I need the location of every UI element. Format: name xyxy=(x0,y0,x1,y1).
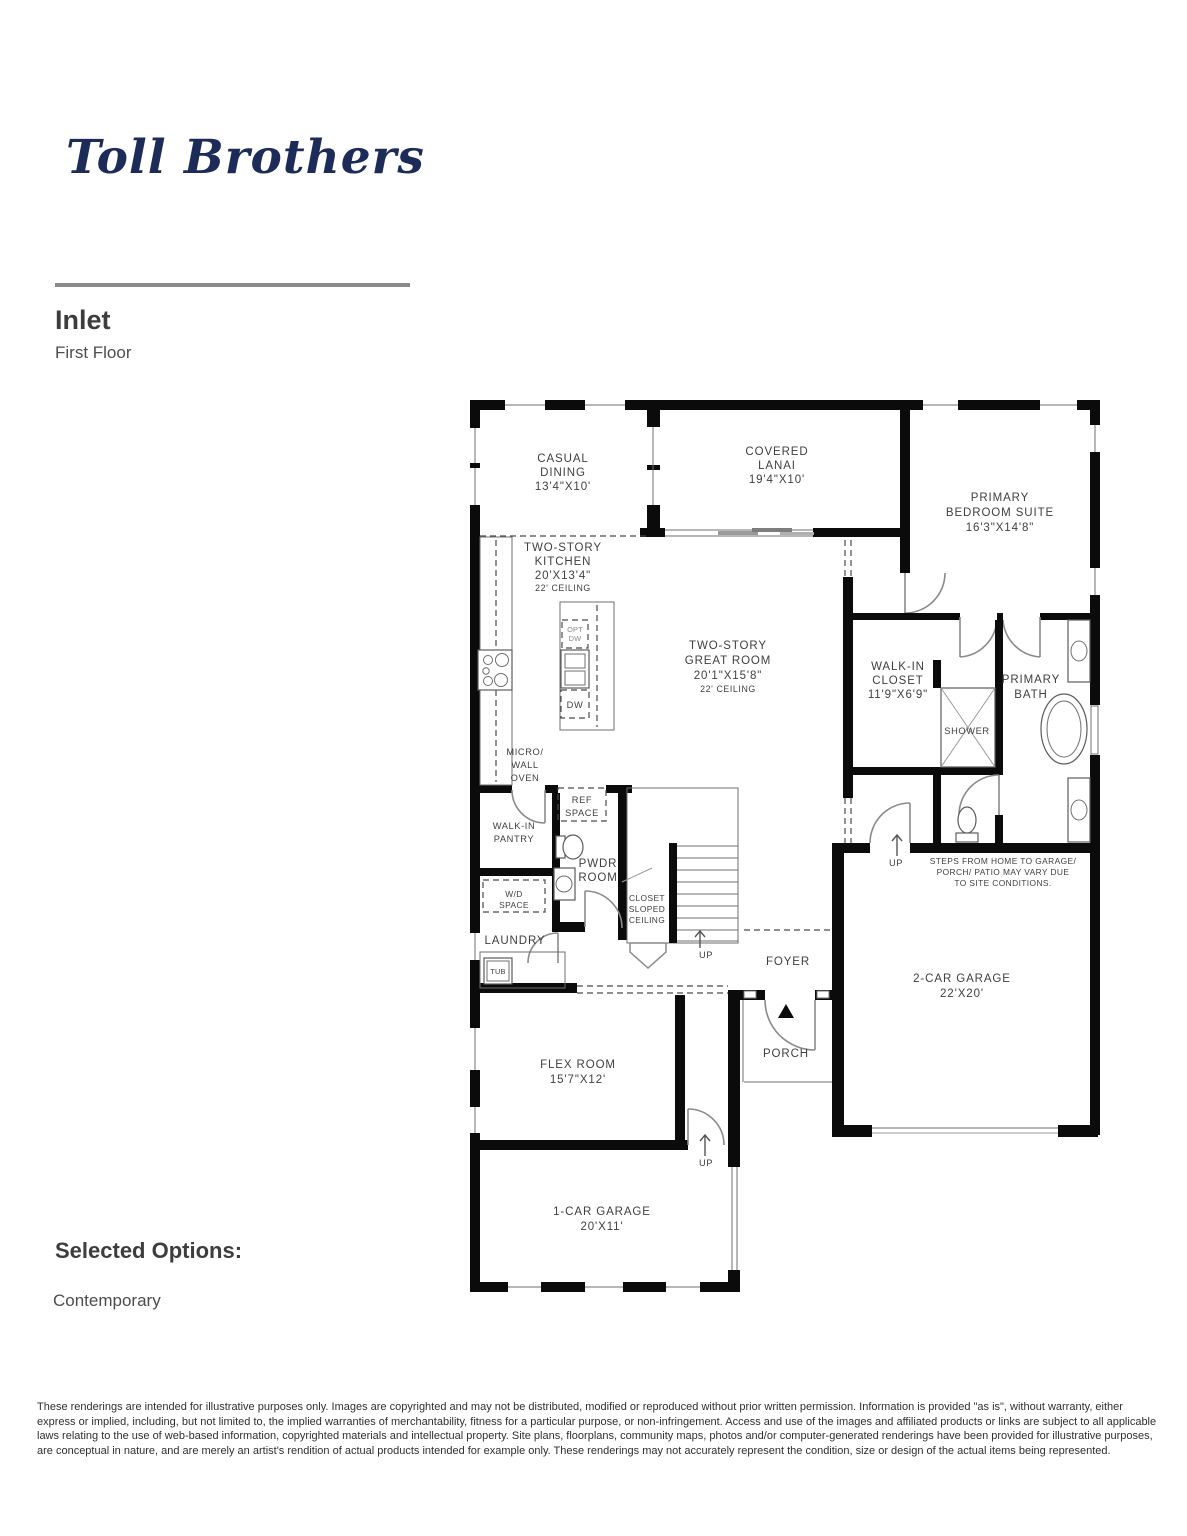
great-room-label: GREAT ROOM xyxy=(684,655,772,667)
flex-room-label: FLEX ROOM xyxy=(540,1059,616,1071)
toll-brothers-logo: Toll Brothers xyxy=(66,130,425,185)
steps-note: TO SITE CONDITIONS. xyxy=(954,878,1052,888)
kitchen-dims: 20'X13'4" xyxy=(534,570,592,582)
divider-line xyxy=(55,283,410,287)
laundry-label: LAUNDRY xyxy=(484,935,546,947)
tub-label: TUB xyxy=(490,967,506,976)
shower-label: SHOWER xyxy=(944,726,990,736)
steps-note: PORCH/ PATIO MAY VARY DUE xyxy=(936,867,1070,877)
slider-panel xyxy=(780,532,814,535)
floor-subtitle: First Floor xyxy=(55,343,132,362)
direction-arrows xyxy=(695,835,902,1156)
flex-room-dims: 15'7"X12' xyxy=(549,1074,607,1086)
great-room-label: TWO-STORY xyxy=(689,640,767,652)
micro-wall-oven-label: OVEN xyxy=(510,773,540,783)
primary-bath-label: PRIMARY xyxy=(1001,674,1061,686)
steps-note: STEPS FROM HOME TO GARAGE/ xyxy=(929,856,1077,866)
covered-lanai-label: COVERED xyxy=(745,446,809,458)
sidelight xyxy=(744,991,756,998)
up-label-garage: UP xyxy=(888,858,904,868)
ref-space-label: REF xyxy=(571,795,593,805)
toilet-bowl xyxy=(958,807,976,833)
dw-label: DW xyxy=(566,700,584,710)
toilet-tank xyxy=(956,833,978,842)
service-fixtures xyxy=(480,835,583,988)
understair-closet-door xyxy=(630,943,666,968)
legal-disclaimer: These renderings are intended for illustrative purposes only. Images are copyrighted and may not be distributed, modified or reproduced without prior written permission. Information is provided "as is", without warranty, either express or implied, including, but not limited to, the implied warranties of merchantability, fitness for a particular purpose, or non-infringement. Access and use of the images and affiliated products or links are subject to all applicable laws relating to the use of web-based information, copyrighted materials and intellectual property. Site plans, floorplans, community maps, photos and/or computer-generated renderings have been provided for illustrative purposes, are conceptual in nature, and are merely an artist's rendition of actual products intended for example only. These renderings may not accurately represent the condition, size or design of the actual items being represented. xyxy=(37,1401,1157,1457)
closet-sloped-label: CLOSET xyxy=(629,893,665,903)
one-car-garage-label: 1-CAR GARAGE xyxy=(553,1206,651,1218)
soaking-tub xyxy=(1041,694,1087,764)
kitchen-label: TWO-STORY xyxy=(524,542,602,554)
casual-dining-dims: 13'4"X10' xyxy=(534,481,592,493)
closet-sloped-label: SLOPED xyxy=(628,904,666,914)
up-label-stairs: UP xyxy=(698,950,714,960)
primary-bedroom-label: PRIMARY xyxy=(970,492,1030,504)
pwdr-room-label: PWDR xyxy=(578,858,618,870)
two-car-garage-dims: 22'X20' xyxy=(940,988,984,1000)
wd-space-label: W/D xyxy=(505,889,523,899)
closet-sloped-label: CEILING xyxy=(628,915,666,925)
casual-dining-label: CASUAL xyxy=(537,453,589,465)
primary-bedroom-label: BEDROOM SUITE xyxy=(945,507,1055,519)
ref-space-label: SPACE xyxy=(565,808,599,818)
porch-label: PORCH xyxy=(762,1048,810,1060)
pwdr-room-label: ROOM xyxy=(578,872,618,884)
micro-wall-oven-label: WALL xyxy=(511,760,539,770)
toilet-bowl xyxy=(563,835,583,859)
covered-lanai-dims: 19'4"X10' xyxy=(748,474,806,486)
kitchen-label: KITCHEN xyxy=(534,556,592,568)
selected-option-item: Contemporary xyxy=(53,1291,161,1310)
micro-wall-oven-label: MICRO/ xyxy=(506,747,544,757)
kitchen-ceiling-note: 22' CEILING xyxy=(535,583,591,593)
wd-space-label: SPACE xyxy=(499,900,529,910)
great-room-dims: 20'1"X15'8" xyxy=(693,670,763,682)
stairs xyxy=(622,788,738,968)
covered-lanai-label: LANAI xyxy=(758,460,796,472)
walk-in-closet-label: CLOSET xyxy=(872,675,924,687)
foyer-label: FOYER xyxy=(765,956,811,968)
opt-dw-label: OPT xyxy=(567,625,583,634)
great-room-ceiling-note: 22' CEILING xyxy=(700,684,756,694)
walk-in-closet-label: WALK-IN xyxy=(871,661,925,673)
page-title: Inlet xyxy=(55,305,111,335)
walk-in-pantry-label: PANTRY xyxy=(493,834,535,844)
up-label-one-car: UP xyxy=(698,1158,714,1168)
opt-dw-label: DW xyxy=(568,634,582,643)
walk-in-closet-dims: 11'9"X6'9" xyxy=(867,689,929,701)
primary-bedroom-dims: 16'3"X14'8" xyxy=(965,522,1035,534)
floor-plan xyxy=(460,395,1110,1300)
one-car-garage-dims: 20'X11' xyxy=(580,1221,624,1233)
primary-bath-label: BATH xyxy=(1014,689,1048,701)
selected-options-heading: Selected Options: xyxy=(55,1238,243,1263)
slider-panel xyxy=(752,528,792,532)
walk-in-pantry-label: WALK-IN xyxy=(492,821,536,831)
bath-window xyxy=(1091,706,1098,754)
casual-dining-label: DINING xyxy=(540,467,586,479)
entry-marker xyxy=(778,1004,794,1018)
sidelight xyxy=(817,991,829,998)
two-car-garage-label: 2-CAR GARAGE xyxy=(913,973,1011,985)
